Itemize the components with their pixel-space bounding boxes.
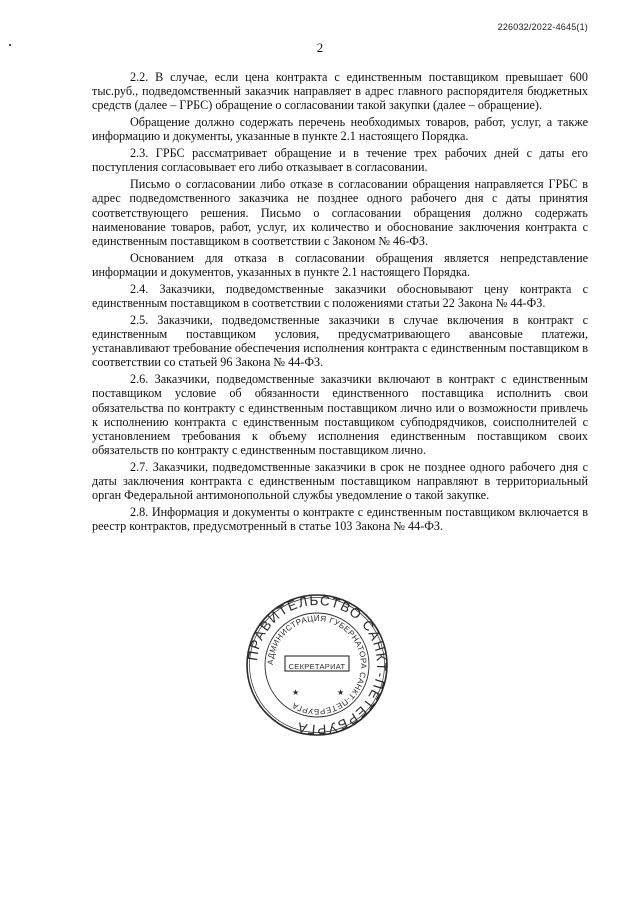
paragraph-2-7: 2.7. Заказчики, подведомственные заказчики в срок не позднее одного рабочего дня с даты заключения контракта с единственным поставщиком направляют в территориальный орган Федеральной антимонопольной службы уведомление о такой закупке. xyxy=(92,460,588,503)
stamp-center-text: СЕКРЕТАРИАТ xyxy=(288,661,346,671)
paragraph-2-2: 2.2. В случае, если цена контракта с единственным поставщиком превышает 600 тыс.руб., подведомственный заказчик направляет в адрес главного распорядителя бюджетных средств (далее – ГРБС) обращение о согласовании такой закупки (далее – обращение). xyxy=(92,70,588,113)
paragraph-2-6: 2.6. Заказчики, подведомственные заказчики включают в контракт с единственным поставщиком условие об обязанности единственного поставщика исполнить свои обязательства по контракту с единственным поставщиком лично или о возможности привлечь к исполнению контракта с единственным поставщиком субподрядчиков, соисполнителей с установлением требования к объему исполнения единственным поставщиком своих обязательств по контракту с единственным поставщиком лично. xyxy=(92,372,588,458)
paragraph-2-3: 2.3. ГРБС рассматривает обращение и в течение трех рабочих дней с даты его поступления согласовывает его либо отказывает в согласовании. xyxy=(92,146,588,175)
document-body xyxy=(92,70,588,536)
paragraph-2-4: 2.4. Заказчики, подведомственные заказчики обосновывают цену контракта с единственным поставщиком в соответствии с положениями статьи 22 Закона № 44-ФЗ. xyxy=(92,281,588,311)
paragraph-2-5: 2.5. Заказчики, подведомственные заказчики в случае включения в контракт с единственным поставщиком условия, предусматривающего авансовые платежи, устанавливают требование обеспечения исполнения контракта с единственным поставщиком в соответствии со статьей 96 Закона № 44-ФЗ. xyxy=(92,312,588,370)
paragraph-2-2-appeal-content: Обращение должно содержать перечень необходимых товаров, работ, услуг, а также информацию и документы, указанные в пункте 2.1 настоящего Порядка. xyxy=(92,115,588,144)
stamp-outer-text: ПРАВИТЕЛЬСТВО САНКТ-ПЕТЕРБУРГА xyxy=(245,592,390,738)
secretariat-stamp xyxy=(244,592,390,738)
document-id: 226032/2022-4645(1) xyxy=(497,22,588,32)
paragraph-2-3-letter: Письмо о согласовании либо отказе в согласовании обращения направляется ГРБС в адрес подведомственного заказчика не позднее одного рабочего дня с даты принятия соответствующего решения. Письмо о согласовании обращения должно содержать наименование товаров, работ, услуг, их количество и обоснование заключения контракта с единственным поставщиком в соответствии с Законом № 46-ФЗ. xyxy=(92,177,588,249)
paragraph-2-8: 2.8. Информация и документы о контракте с единственным поставщиком включается в реестр контрактов, предусмотренный в статье 103 Закона № 44-ФЗ. xyxy=(92,505,588,534)
paragraph-2-3-refusal-grounds: Основанием для отказа в согласовании обращения является непредставление информации и документов, указанных в пункте 2.1 настоящего Порядка. xyxy=(92,250,588,280)
stamp-inner-text: АДМИНИСТРАЦИЯ ГУБЕРНАТОРА САНКТ-ПЕТЕРБУРГА xyxy=(265,613,369,717)
stamp-star-left-icon: ★ xyxy=(292,688,300,697)
stamp-star-right-icon: ★ xyxy=(337,688,345,697)
page-number: 2 xyxy=(316,40,324,55)
